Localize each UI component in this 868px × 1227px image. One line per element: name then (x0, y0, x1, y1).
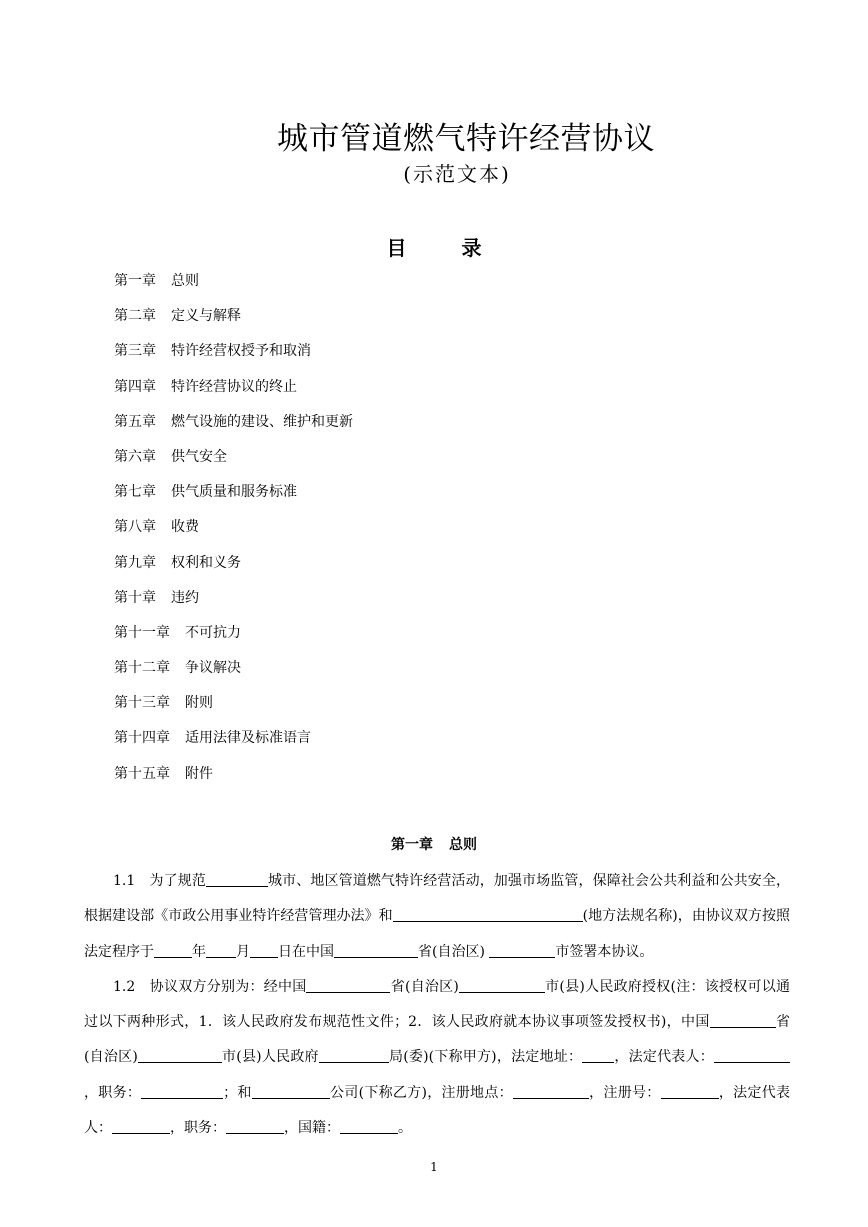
fill-in-blank[interactable] (319, 1047, 389, 1063)
toc-chapter-title: 总则 (171, 273, 199, 289)
clause-text: 。 (398, 1120, 412, 1137)
toc-chapter-title: 供气安全 (171, 448, 227, 465)
toc-chapter-title: 特许经营协议的终止 (171, 378, 297, 395)
toc-item (114, 516, 353, 551)
clause-text: ，国籍： (284, 1120, 340, 1137)
fill-in-blank[interactable] (340, 1118, 398, 1134)
toc-chapter-title: 特许经营权授予和取消 (171, 343, 311, 360)
clause-text: 1.2 协议双方分别为：经中国 (113, 978, 307, 995)
clause-text: 局(委)(下称甲方)，法定地址： (388, 1049, 583, 1066)
clause-text: 月 (236, 943, 250, 960)
document-subtitle: (示范文本) (403, 162, 511, 186)
chapter-heading (0, 834, 868, 854)
fill-in-blank[interactable] (250, 942, 278, 958)
toc-chapter-number: 第一章 (114, 273, 156, 289)
toc-chapter-number: 第三章 (114, 343, 156, 360)
toc-item (114, 305, 353, 340)
clause-1-1 (84, 864, 790, 970)
toc-item (114, 692, 353, 727)
clause-text: 年 (192, 943, 206, 960)
clause-1-2 (84, 970, 790, 1146)
fill-in-blank[interactable] (141, 1083, 223, 1099)
toc-item (114, 727, 353, 762)
toc-item (114, 376, 353, 411)
toc-chapter-number: 第六章 (114, 448, 156, 465)
toc-chapter-title: 不可抗力 (185, 624, 241, 641)
clause-text: 省(自治区) (418, 943, 485, 960)
toc-chapter-number: 第十二章 (114, 660, 170, 677)
clause-text: 省(自治区) (84, 1014, 790, 1066)
fill-in-blank[interactable] (206, 871, 268, 887)
toc-item (114, 411, 353, 446)
toc-chapter-number: 第四章 (114, 378, 156, 395)
toc-chapter-title: 附件 (185, 765, 213, 782)
toc-item (114, 340, 353, 375)
toc-chapter-number: 第十三章 (114, 695, 170, 712)
toc-item (114, 481, 353, 516)
table-of-contents (114, 270, 353, 798)
fill-in-blank[interactable] (459, 977, 545, 993)
toc-chapter-title: 权利和义务 (171, 554, 241, 571)
fill-in-blank[interactable] (513, 1083, 589, 1099)
fill-in-blank[interactable] (306, 977, 390, 993)
fill-in-blank[interactable] (138, 1047, 222, 1063)
clause-text: 市(县)人民政府 (221, 1049, 319, 1066)
toc-chapter-title: 供气质量和服务标准 (171, 484, 297, 501)
clause-text: 省(自治区) (390, 978, 459, 995)
toc-chapter-title: 争议解决 (185, 660, 241, 677)
toc-chapter-number: 第五章 (114, 413, 156, 430)
clause-text: 公司(下称乙方)，注册地点： (329, 1084, 513, 1101)
toc-chapter-number: 第十章 (114, 589, 156, 606)
toc-chapter-title: 收费 (171, 519, 199, 536)
toc-chapter-number: 第九章 (114, 554, 156, 571)
fill-in-blank[interactable] (582, 1047, 614, 1063)
toc-chapter-number: 第十一章 (114, 624, 170, 641)
fill-in-blank[interactable] (489, 942, 555, 958)
toc-chapter-title: 定义与解释 (171, 308, 241, 325)
chapter-body (84, 864, 790, 1146)
toc-chapter-number: 第十五章 (114, 765, 170, 782)
clause-text: 1.1 为了规范 (113, 873, 206, 889)
fill-in-blank[interactable] (112, 1118, 170, 1134)
toc-chapter-title: 违约 (171, 589, 199, 606)
document-title: 城市管道燃气特许经营协议 (277, 121, 655, 157)
clause-text: 日在中国 (278, 943, 334, 960)
toc-item (114, 763, 353, 798)
clause-text: ；和 (223, 1084, 252, 1101)
fill-in-blank[interactable] (252, 1083, 330, 1099)
toc-heading: 目 录 (386, 236, 506, 260)
toc-chapter-number: 第二章 (114, 308, 156, 325)
toc-item (114, 587, 353, 622)
toc-chapter-title: 适用法律及标准语言 (185, 730, 311, 747)
clause-text: (地方法规名称)，由协议双方按照法定程序于 (84, 908, 790, 960)
clause-text: ，注册号： (588, 1084, 661, 1101)
clause-text: ，法定代表人： (614, 1049, 714, 1066)
fill-in-blank[interactable] (226, 1118, 284, 1134)
chapter-title: 总则 (449, 837, 477, 853)
fill-in-blank[interactable] (710, 1012, 776, 1028)
clause-text: 市(县)人民政府授权(注：该授权可以通过以下两种形式，1．该人民政府发布规范性文件；2．该人民政府就本协议事项签发授权书)，中国 (84, 978, 790, 1031)
clause-text: 市签署本协议。 (555, 943, 654, 960)
chapter-number: 第一章 (391, 837, 433, 853)
fill-in-blank[interactable] (154, 942, 192, 958)
fill-in-blank[interactable] (661, 1083, 719, 1099)
toc-chapter-title: 附则 (185, 695, 213, 712)
toc-item (114, 552, 353, 587)
toc-chapter-number: 第七章 (114, 484, 156, 501)
clause-text: ，法定代表人： (84, 1084, 791, 1137)
clause-text: 城市、地区管道燃气特许经营活动，加强市场监管，保障社会公共利益和公共安全，根据建设部《市政公用事业特许经营管理办法》和 (84, 873, 791, 925)
fill-in-blank[interactable] (206, 942, 236, 958)
toc-item (114, 446, 353, 481)
toc-item (114, 657, 353, 692)
clause-text: ，职务： (170, 1120, 226, 1137)
toc-item (114, 622, 353, 657)
fill-in-blank[interactable] (714, 1047, 790, 1063)
toc-chapter-title: 燃气设施的建设、维护和更新 (171, 413, 353, 430)
fill-in-blank[interactable] (334, 942, 418, 958)
fill-in-blank[interactable] (393, 906, 583, 922)
page-number: 1 (430, 1160, 438, 1174)
toc-item (114, 270, 353, 305)
toc-chapter-number: 第八章 (114, 519, 156, 536)
toc-chapter-number: 第十四章 (114, 730, 170, 747)
clause-text: ，职务： (84, 1084, 142, 1101)
